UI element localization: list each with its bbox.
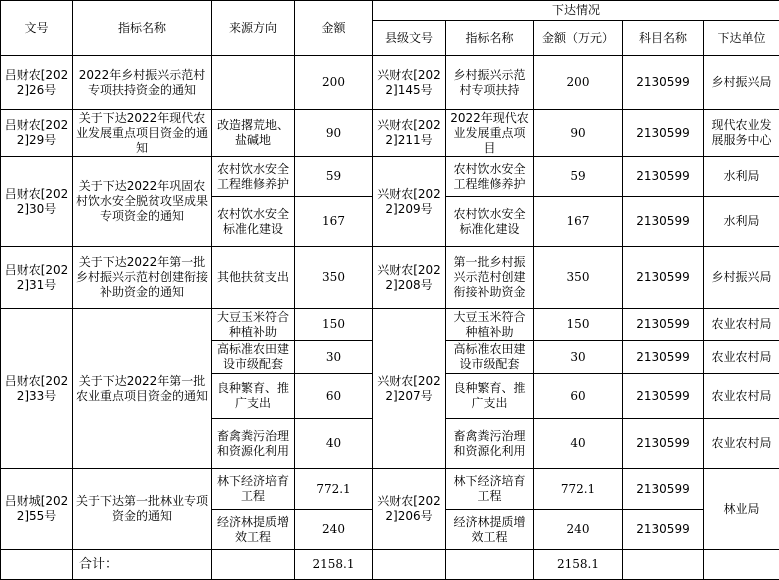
issued-indicator-cell: 畜禽粪污治理和资源化利用 xyxy=(446,419,534,469)
issued-amount-cell: 60 xyxy=(534,374,623,419)
indicator-cell: 关于下达第一批林业专项资金的通知 xyxy=(73,469,212,550)
total-issued-amount: 2158.1 xyxy=(534,550,623,580)
subject-cell: 2130599 xyxy=(623,247,704,309)
header-amount: 金额 xyxy=(295,1,373,56)
doc-no-cell: 吕财城[2022]55号 xyxy=(1,469,73,550)
subject-cell: 2130599 xyxy=(623,110,704,157)
table-row xyxy=(1,157,779,197)
issued-amount-cell: 40 xyxy=(534,419,623,469)
amount-cell: 30 xyxy=(295,341,373,374)
issued-amount-cell: 772.1 xyxy=(534,469,623,510)
issued-indicator-cell: 农村饮水安全工程维修养护 xyxy=(446,157,534,197)
doc-no-cell: 吕财农[2022]29号 xyxy=(1,110,73,157)
source-cell xyxy=(212,56,295,110)
indicator-cell: 关于下达2022年第一批乡村振兴示范村创建衔接补助资金的通知 xyxy=(73,247,212,309)
county-doc-cell: 兴财农[2022]145号 xyxy=(373,56,446,110)
header-county-doc-no: 县级文号 xyxy=(373,21,446,56)
header-indicator-name: 指标名称 xyxy=(73,1,212,56)
unit-cell: 农业农村局 xyxy=(704,374,779,419)
issued-indicator-cell: 林下经济培育工程 xyxy=(446,469,534,510)
source-cell: 林下经济培育工程 xyxy=(212,469,295,510)
amount-cell: 60 xyxy=(295,374,373,419)
source-cell: 农村饮水安全标准化建设 xyxy=(212,197,295,247)
amount-cell: 167 xyxy=(295,197,373,247)
header-issued-amount: 金额（万元） xyxy=(534,21,623,56)
issued-indicator-cell: 乡村振兴示范村专项扶持 xyxy=(446,56,534,110)
issued-amount-cell: 167 xyxy=(534,197,623,247)
subject-cell: 2130599 xyxy=(623,419,704,469)
unit-cell: 农业农村局 xyxy=(704,341,779,374)
issued-indicator-cell: 高标准农田建设市级配套 xyxy=(446,341,534,374)
amount-cell: 772.1 xyxy=(295,469,373,510)
county-doc-cell: 兴财农[2022]208号 xyxy=(373,247,446,309)
total-empty-cell xyxy=(704,550,779,580)
table-row xyxy=(1,110,779,157)
total-empty-cell xyxy=(373,550,446,580)
header-doc-no: 文号 xyxy=(1,1,73,56)
total-row xyxy=(1,550,779,580)
source-cell: 经济林提质增效工程 xyxy=(212,510,295,550)
table-row xyxy=(1,309,779,341)
issued-amount-cell: 90 xyxy=(534,110,623,157)
total-empty-cell xyxy=(212,550,295,580)
source-cell: 良种繁育、推广支出 xyxy=(212,374,295,419)
doc-no-cell: 吕财农[2022]30号 xyxy=(1,157,73,247)
source-cell: 农村饮水安全工程维修养护 xyxy=(212,157,295,197)
issued-indicator-cell: 2022年现代农业发展重点项目 xyxy=(446,110,534,157)
subject-cell: 2130599 xyxy=(623,469,704,510)
subject-cell: 2130599 xyxy=(623,56,704,110)
source-cell: 改造撂荒地、盐碱地 xyxy=(212,110,295,157)
unit-cell: 乡村振兴局 xyxy=(704,56,779,110)
indicator-cell: 关于下达2022年巩固农村饮水安全脱贫攻坚成果专项资金的通知 xyxy=(73,157,212,247)
subject-cell: 2130599 xyxy=(623,510,704,550)
total-label: 合计： xyxy=(73,550,212,580)
total-empty-cell xyxy=(623,550,704,580)
indicator-cell: 关于下达2022年现代农业发展重点项目资金的通知 xyxy=(73,110,212,157)
issued-amount-cell: 150 xyxy=(534,309,623,341)
indicator-cell: 2022年乡村振兴示范村专项扶持资金的通知 xyxy=(73,56,212,110)
total-amount: 2158.1 xyxy=(295,550,373,580)
issued-amount-cell: 59 xyxy=(534,157,623,197)
subject-cell: 2130599 xyxy=(623,197,704,247)
doc-no-cell: 吕财农[2022]31号 xyxy=(1,247,73,309)
amount-cell: 59 xyxy=(295,157,373,197)
unit-cell: 林业局 xyxy=(704,469,779,550)
issued-indicator-cell: 经济林提质增效工程 xyxy=(446,510,534,550)
issued-amount-cell: 240 xyxy=(534,510,623,550)
indicator-cell: 关于下达2022年第一批农业重点项目资金的通知 xyxy=(73,309,212,469)
unit-cell: 现代农业发展服务中心 xyxy=(704,110,779,157)
unit-cell: 乡村振兴局 xyxy=(704,247,779,309)
header-issued-indicator: 指标名称 xyxy=(446,21,534,56)
issued-amount-cell: 200 xyxy=(534,56,623,110)
doc-no-cell: 吕财农[2022]33号 xyxy=(1,309,73,469)
source-cell: 高标准农田建设市级配套 xyxy=(212,341,295,374)
unit-cell: 农业农村局 xyxy=(704,309,779,341)
table-row xyxy=(1,469,779,510)
unit-cell: 农业农村局 xyxy=(704,419,779,469)
issued-amount-cell: 350 xyxy=(534,247,623,309)
county-doc-cell: 兴财农[2022]206号 xyxy=(373,469,446,550)
source-cell: 大豆玉米符合种植补助 xyxy=(212,309,295,341)
issued-indicator-cell: 第一批乡村振兴示范村创建衔接补助资金 xyxy=(446,247,534,309)
amount-cell: 200 xyxy=(295,56,373,110)
source-cell: 畜禽粪污治理和资源化利用 xyxy=(212,419,295,469)
header-issued-unit: 下达单位 xyxy=(704,21,779,56)
subject-cell: 2130599 xyxy=(623,157,704,197)
amount-cell: 150 xyxy=(295,309,373,341)
table-row xyxy=(1,56,779,110)
unit-cell: 水利局 xyxy=(704,197,779,247)
total-empty-cell xyxy=(1,550,73,580)
issued-indicator-cell: 良种繁育、推广支出 xyxy=(446,374,534,419)
subject-cell: 2130599 xyxy=(623,309,704,341)
unit-cell: 水利局 xyxy=(704,157,779,197)
issued-indicator-cell: 大豆玉米符合种植补助 xyxy=(446,309,534,341)
subject-cell: 2130599 xyxy=(623,374,704,419)
amount-cell: 240 xyxy=(295,510,373,550)
issued-indicator-cell: 农村饮水安全标准化建设 xyxy=(446,197,534,247)
county-doc-cell: 兴财农[2022]211号 xyxy=(373,110,446,157)
amount-cell: 350 xyxy=(295,247,373,309)
header-issued-group: 下达情况 xyxy=(373,1,779,21)
table-row xyxy=(1,247,779,309)
amount-cell: 40 xyxy=(295,419,373,469)
issued-amount-cell: 30 xyxy=(534,341,623,374)
county-doc-cell: 兴财农[2022]207号 xyxy=(373,309,446,469)
amount-cell: 90 xyxy=(295,110,373,157)
header-subject-name: 科目名称 xyxy=(623,21,704,56)
doc-no-cell: 吕财农[2022]26号 xyxy=(1,56,73,110)
county-doc-cell: 兴财农[2022]209号 xyxy=(373,157,446,247)
subject-cell: 2130599 xyxy=(623,341,704,374)
source-cell: 其他扶贫支出 xyxy=(212,247,295,309)
total-empty-cell xyxy=(446,550,534,580)
header-source: 来源方向 xyxy=(212,1,295,56)
